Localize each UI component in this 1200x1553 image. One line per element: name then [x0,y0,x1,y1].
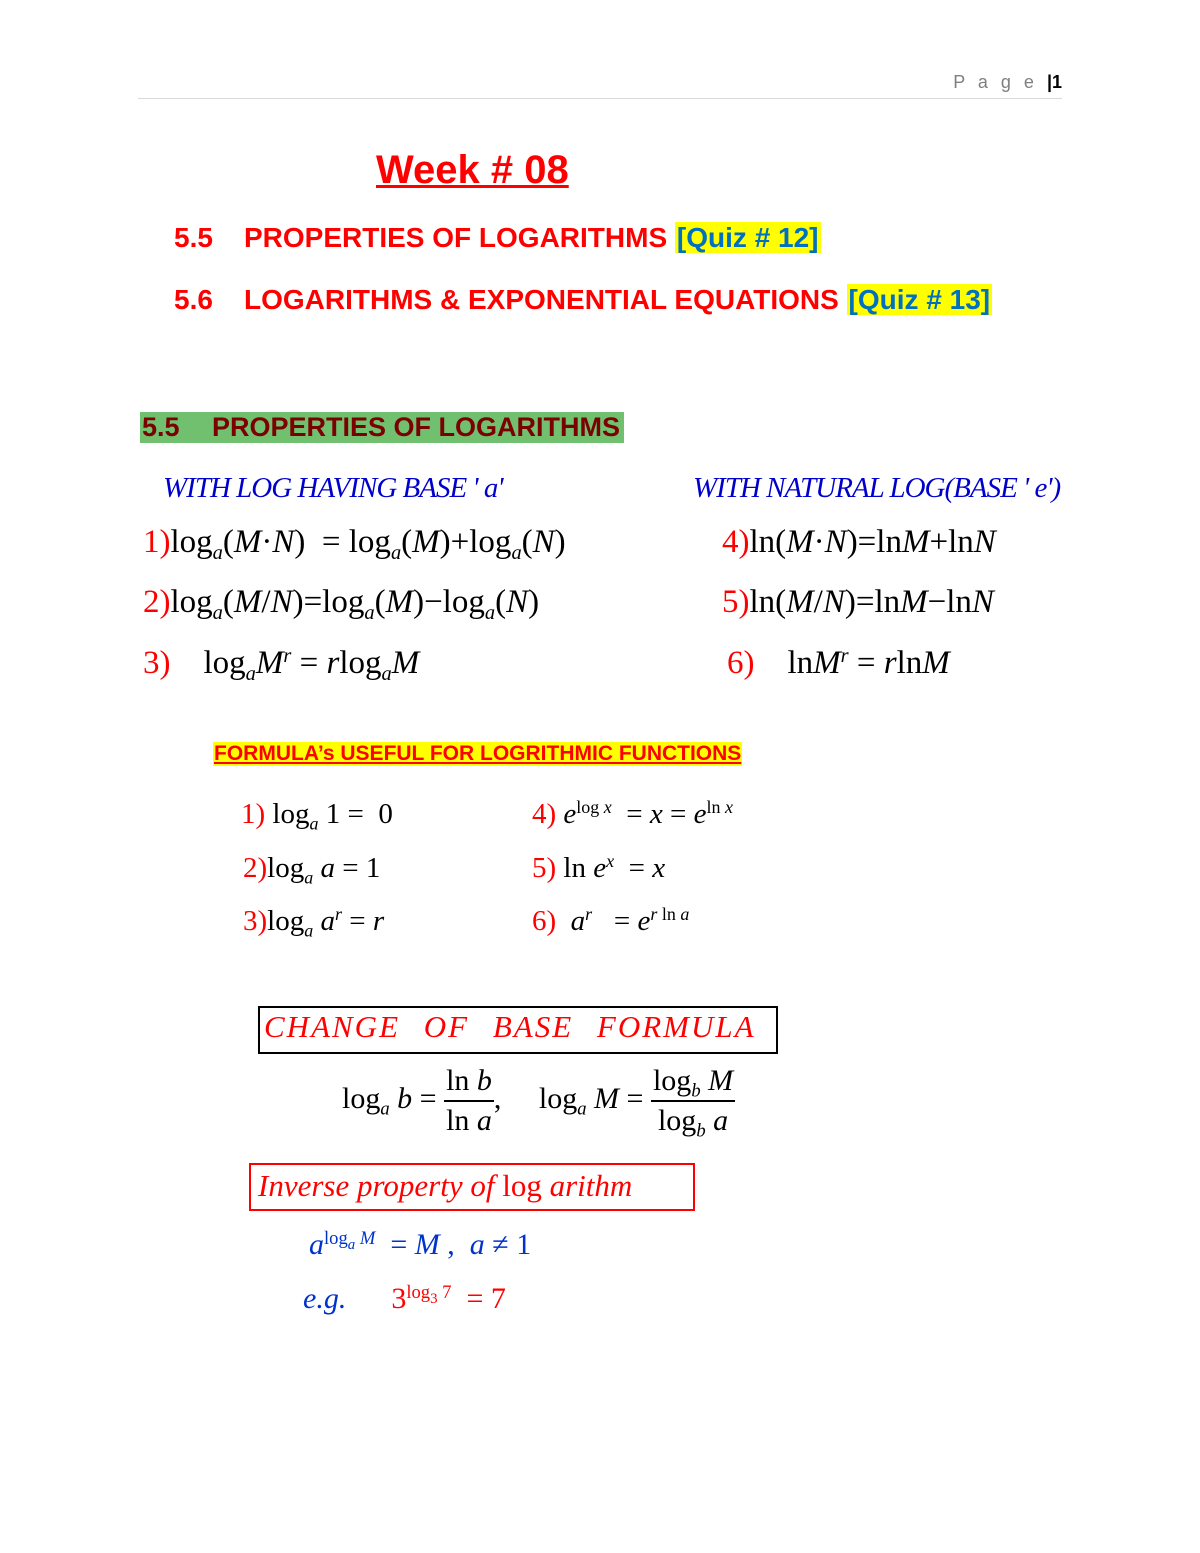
formula-number: 2) [243,852,268,884]
change-of-base-expr-1: $\log_a b$ = $\frac{\text{ln b}}{\text{ln a}}$ , [342,1064,502,1137]
inverse-property-formula: $a^{log_a M} = M$ , a ≠ 1 [309,1227,532,1261]
change-of-base-expr-2: $\log_a M$ = $\frac{\log_b M}{\log_b a}$ [538,1064,734,1142]
base-a-heading: WITH LOG HAVING BASE ' a' [163,472,503,504]
property-formula: ln(M/N)=lnM−lnN [749,584,994,620]
formula-expr: $\log_a a = 1$ [267,852,381,888]
property-formula: $\log_a(M/N)=\log_a(M)-\log_a(N)$ [170,584,540,625]
property-number: 5) [722,584,750,620]
property-6 [727,645,950,682]
section-title: PROPERTIES OF LOGARITHMS [212,412,621,442]
property-number: 3) [143,645,171,681]
inverse-property-title [258,1168,632,1204]
formula-number: 5) [532,852,557,884]
formula-expr: $\log_a a^r = r$ [267,904,385,941]
property-4 [722,524,996,561]
page-header [953,72,1062,93]
formula-6 [532,905,689,938]
formula-expr: $a^r = e^{r ln a}$ [570,904,690,937]
natural-log-heading: WITH NATURAL LOG(BASE ' e') [693,472,1061,504]
change-of-base-formula [342,1064,735,1142]
property-number: 2) [143,584,171,620]
topic-title: LOGARITHMS & EXPONENTIAL EQUATIONS [244,284,847,315]
quiz-badge: [Quiz # 12] [676,222,819,253]
formula-heading: FORMULA’s USEFUL FOR LOGRITHMIC FUNCTIONS [214,742,742,765]
change-of-base-title: CHANGE OF BASE FORMULA [264,1009,756,1044]
header-rule [138,98,1062,99]
topic-5-6 [174,284,992,316]
formula-number: 1) [241,798,266,830]
formula-number: 3) [243,905,268,937]
property-number: 4) [722,524,750,560]
property-number: 6) [727,645,755,681]
formula-2 [243,852,381,888]
formula-4 [532,798,733,831]
formula-3 [243,904,385,941]
property-formula: $\log_aM^r = rlog_aM$ [170,644,420,686]
property-2 [143,584,540,625]
page-separator: | [1046,72,1052,92]
section-number: 5.5 [142,412,180,442]
property-formula: lnM$^r$ = rlnM [754,644,950,681]
quiz-badge: [Quiz # 13] [848,284,991,315]
formula-number: 6) [532,905,557,937]
topic-5-5 [174,222,821,254]
formula-number: 4) [532,798,557,830]
property-number: 1) [143,524,171,560]
formula-expr: $\log_a 1 = 0$ [272,798,393,834]
inverse-title-part: Inverse property of [258,1168,503,1203]
topic-number: 5.5 [174,222,213,253]
property-formula: ln(M·N)=lnM+lnN [749,524,996,560]
inverse-title-log: log [502,1168,542,1203]
inverse-title-part: arithm [541,1168,633,1203]
inverse-property-example [303,1282,506,1316]
property-5 [722,584,994,621]
formula-1 [241,798,393,834]
page-label: P a g e [953,72,1038,92]
week-title: Week # 08 [376,148,569,192]
property-3 [143,644,420,686]
topic-title: PROPERTIES OF LOGARITHMS [244,222,675,253]
example-label: e.g. [303,1282,347,1315]
formula-expr: $e^{log x} = x = e^{ln x}$ [563,797,733,830]
formula-5 [532,852,665,885]
property-1 [143,524,566,565]
example-expr: $3^{log_3 7} = 7$ [391,1281,506,1315]
property-formula: $\log_a(M\cdot N) = \log_a(M)+\log_a(N)$ [170,524,566,565]
formula-expr: $\ln e^x = x$ [563,851,666,884]
section-heading [140,412,624,443]
topic-number: 5.6 [174,284,213,315]
page-number: 1 [1051,72,1062,92]
